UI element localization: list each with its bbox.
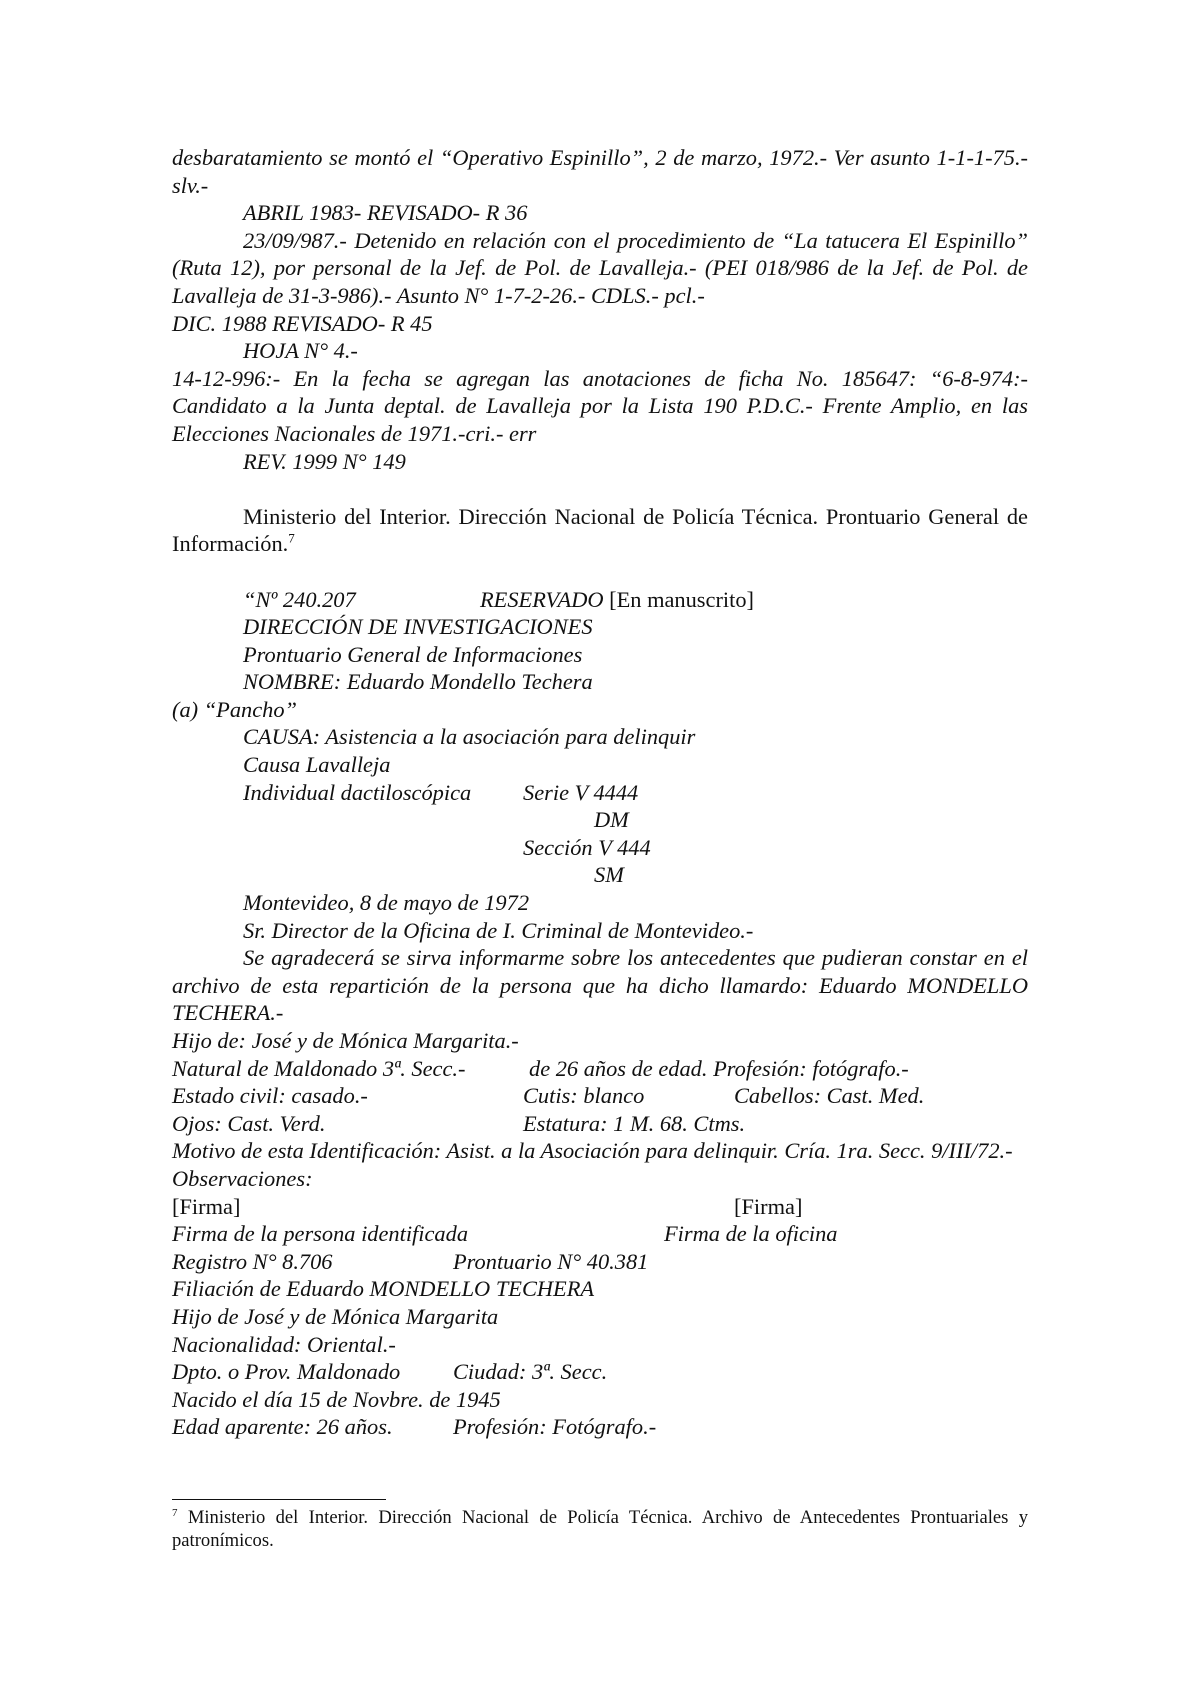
paragraph-detenido — [172, 227, 1028, 310]
age-profession: de 26 años de edad. Profesión: fotógrafo.- — [529, 1055, 909, 1081]
record-cause: CAUSA: Asistencia a la asociación para delinquir — [243, 724, 696, 750]
individual-label: Individual dactiloscópica — [243, 779, 472, 805]
record-date: Montevideo, 8 de mayo de 1972 — [243, 890, 530, 916]
signature-office-label: Firma de la oficina — [664, 1221, 838, 1247]
request-paragraph — [172, 944, 1028, 1027]
dactiloscopica-row — [172, 779, 1028, 807]
serie-value: Serie V 4444 — [523, 779, 639, 805]
directorate: DIRECCIÓN DE INVESTIGACIONES — [243, 614, 593, 640]
footnote-ref: 7 — [288, 530, 295, 546]
observaciones: Observaciones: — [172, 1165, 313, 1191]
paragraph-operativo: desbaratamiento se montó el “Operativo Espinillo”, 2 de marzo, 1972.- Ver asunto 1-1-1-75.-slv.- — [172, 145, 1028, 198]
reserved-label: RESERVADO — [480, 586, 604, 612]
record-name: NOMBRE: Eduardo Mondello Techera — [243, 669, 593, 695]
signature-person-label: Firma de la persona identificada — [172, 1221, 469, 1247]
ojos-value: Ojos: Cast. Verd. — [172, 1110, 326, 1136]
ciudad-value: Ciudad: 3ª. Secc. — [453, 1359, 608, 1385]
estatura-value: Estatura: 1 M. 68. Ctms. — [523, 1110, 746, 1136]
registro-value: Registro N° 8.706 — [172, 1248, 333, 1274]
cabellos-value: Cabellos: Cast. Med. — [734, 1083, 925, 1109]
edad-value: Edad aparente: 26 años. — [172, 1414, 393, 1440]
civil-status: Estado civil: casado.- — [172, 1083, 368, 1109]
record-cause-2: Causa Lavalleja — [243, 752, 391, 778]
civil-row — [172, 1082, 1028, 1110]
sm-value: SM — [594, 862, 624, 888]
edad-row — [172, 1413, 1028, 1441]
signature-office: [Firma] — [734, 1193, 803, 1219]
dpto-row — [172, 1358, 1028, 1386]
hijo-de: Hijo de José y de Mónica Margarita — [172, 1303, 499, 1329]
seccion-value: Sección V 444 — [523, 834, 651, 860]
paragraph-ficha: 14-12-996:- En la fecha se agregan las anotaciones de ficha No. 185647: “6-8-974:- Candidato a la Junta deptal. de Lavalleja por la Lista 190 P.D.C.- Frente Amplio, en las Elecciones Nacionales de 1971.-cri.- err — [172, 365, 1028, 446]
natural-value: Natural de Maldonado 3ª. Secc.- — [172, 1055, 466, 1081]
footnote-text: Ministerio del Interior. Dirección Nacional de Policía Técnica. Archivo de Antecedentes Prontuariales y patronímicos. — [172, 1507, 1028, 1551]
prontuario-number: Prontuario N° 40.381 — [453, 1248, 649, 1274]
ojos-row — [172, 1110, 1028, 1138]
filiacion: Filiación de Eduardo MONDELLO TECHERA — [172, 1276, 595, 1302]
cutis-value: Cutis: blanco — [523, 1083, 645, 1109]
revision-1988: DIC. 1988 REVISADO- R 45 — [172, 310, 433, 336]
paragraph-ministerio — [172, 503, 1028, 558]
signatures-row — [172, 1193, 1028, 1221]
dpto-value: Dpto. o Prov. Maldonado — [172, 1359, 401, 1385]
nacido: Nacido el día 15 de Novbre. de 1945 — [172, 1386, 501, 1412]
record-number: “Nº 240.207 — [243, 586, 356, 612]
parents: Hijo de: José y de Mónica Margarita.- — [172, 1028, 519, 1053]
document-page — [172, 144, 1028, 1441]
record-header — [172, 586, 1028, 614]
revision-1983: ABRIL 1983- REVISADO- R 36 — [243, 200, 528, 226]
paragraph-detenido-text: 23/09/987.- Detenido en relación con el procedimiento de “La tatucera El Espinillo” (Ruta 12), por personal de la Jef. de Pol. de Lavalleja.- (PEI 018/986 de la Jef. de Pol. de Lavalleja de 31-3-986).- Asunto N° 1-7-2-26.- CDLS.- pcl.- — [172, 227, 1028, 308]
addressee: Sr. Director de la Oficina de I. Criminal de Montevideo.- — [243, 917, 754, 943]
footnote — [172, 1506, 1028, 1552]
prontuario-title: Prontuario General de Informaciones — [243, 641, 583, 667]
footnote-divider — [172, 1499, 386, 1500]
footnote-marker: 7 — [172, 1506, 178, 1519]
profesion-value: Profesión: Fotógrafo.- — [453, 1414, 657, 1440]
motivo: Motivo de esta Identificación: Asist. a la Asociación para delinquir. Cría. 1ra. Secc. 9/III/72.- — [172, 1138, 1013, 1164]
handwritten-note: [En manuscrito] — [609, 586, 755, 612]
request-text: Se agradecerá se sirva informarme sobre los antecedentes que pudieran constar en el archivo de esta repartición de la persona que ha dicho llamardo: Eduardo MONDELLO TECHERA.- — [172, 945, 1028, 1026]
nacionalidad: Nacionalidad: Oriental.- — [172, 1331, 396, 1357]
hoja-number: HOJA N° 4.- — [243, 338, 358, 364]
natural-row — [172, 1055, 1028, 1083]
revision-1999: REV. 1999 N° 149 — [243, 448, 406, 474]
ministerio-text: Ministerio del Interior. Dirección Nacional de Policía Técnica. Prontuario General de Información. — [172, 503, 1028, 557]
signature-person: [Firma] — [172, 1193, 241, 1219]
registro-row — [172, 1248, 1028, 1276]
dm-value: DM — [594, 807, 629, 833]
signature-labels-row — [172, 1220, 1028, 1248]
record-alias: (a) “Pancho” — [172, 696, 298, 722]
